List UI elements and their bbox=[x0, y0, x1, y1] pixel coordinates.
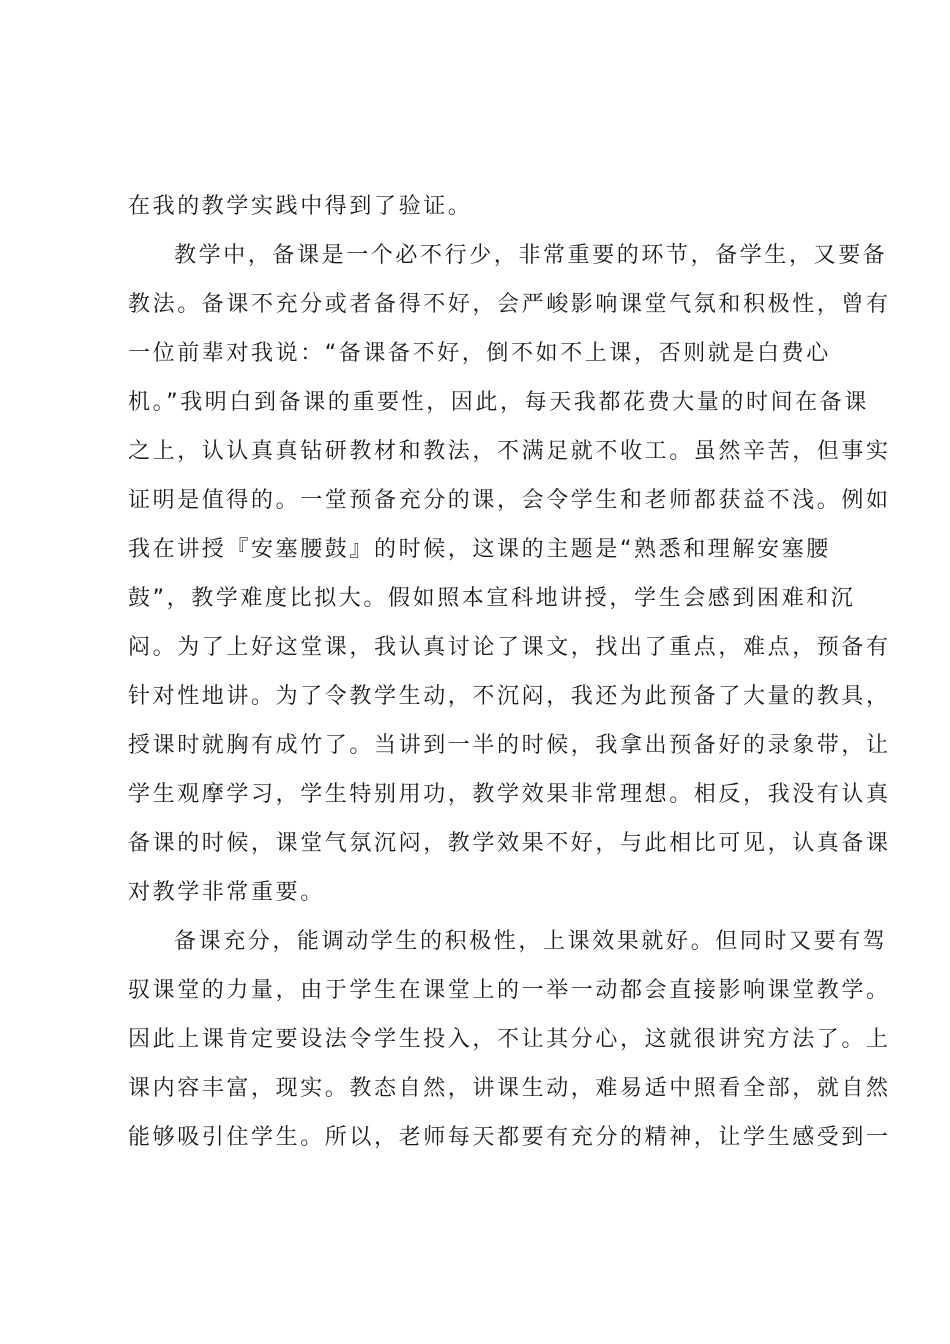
text-line: 我在讲授『安塞腰鼓』的时候，这课的主题是“熟悉和理解安塞腰 bbox=[128, 537, 831, 562]
text-line: 教法。备课不充分或者备得不好，会严峻影响课堂气氛和积极性，曾有 bbox=[128, 292, 891, 317]
text-line: 授课时就胸有成竹了。当讲到一半的时候，我拿出预备好的录象带，让 bbox=[128, 733, 891, 758]
text-line: 在我的教学实践中得到了验证。 bbox=[128, 194, 473, 219]
text-line: 备课的时候，课堂气氛沉闷，教学效果不好，与此相比可见，认真备课 bbox=[128, 831, 891, 856]
text-line: 鼓”，教学难度比拟大。假如照本宣科地讲授，学生会感到困难和沉 bbox=[128, 586, 856, 611]
text-line: 课内容丰富，现实。教态自然，讲课生动，难易适中照看全部，就自然 bbox=[128, 1076, 891, 1101]
text-line: 证明是值得的。一堂预备充分的课，会令学生和老师都获益不浅。例如 bbox=[128, 488, 891, 513]
text-line: 一位前辈对我说：“备课备不好，倒不如不上课，否则就是白费心 bbox=[128, 341, 831, 366]
text-line: 能够吸引住学生。所以，老师每天都要有充分的精神，让学生感受到一 bbox=[128, 1125, 891, 1150]
text-line: 针对性地讲。为了令教学生动，不沉闷，我还为此预备了大量的教具， bbox=[128, 684, 891, 709]
document-body bbox=[128, 182, 891, 1162]
text-line: 教学中，备课是一个必不行少，非常重要的环节，备学生，又要备 bbox=[174, 243, 888, 268]
text-line: 备课充分，能调动学生的积极性，上课效果就好。但同时又要有驾 bbox=[174, 929, 888, 954]
text-line: 闷。为了上好这堂课，我认真讨论了课文，找出了重点，难点，预备有 bbox=[128, 635, 891, 660]
text-line: 之上，认认真真钻研教材和教法，不满足就不收工。虽然辛苦，但事实 bbox=[128, 439, 891, 464]
text-line: 学生观摩学习，学生特别用功，教学效果非常理想。相反，我没有认真 bbox=[128, 782, 891, 807]
text-line: 驭课堂的力量，由于学生在课堂上的一举一动都会直接影响课堂教学。 bbox=[128, 978, 891, 1003]
text-line: 机。”我明白到备课的重要性，因此，每天我都花费大量的时间在备课 bbox=[128, 390, 869, 415]
text-line: 因此上课肯定要设法令学生投入，不让其分心，这就很讲究方法了。上 bbox=[128, 1027, 891, 1052]
text-line: 对教学非常重要。 bbox=[128, 880, 325, 905]
